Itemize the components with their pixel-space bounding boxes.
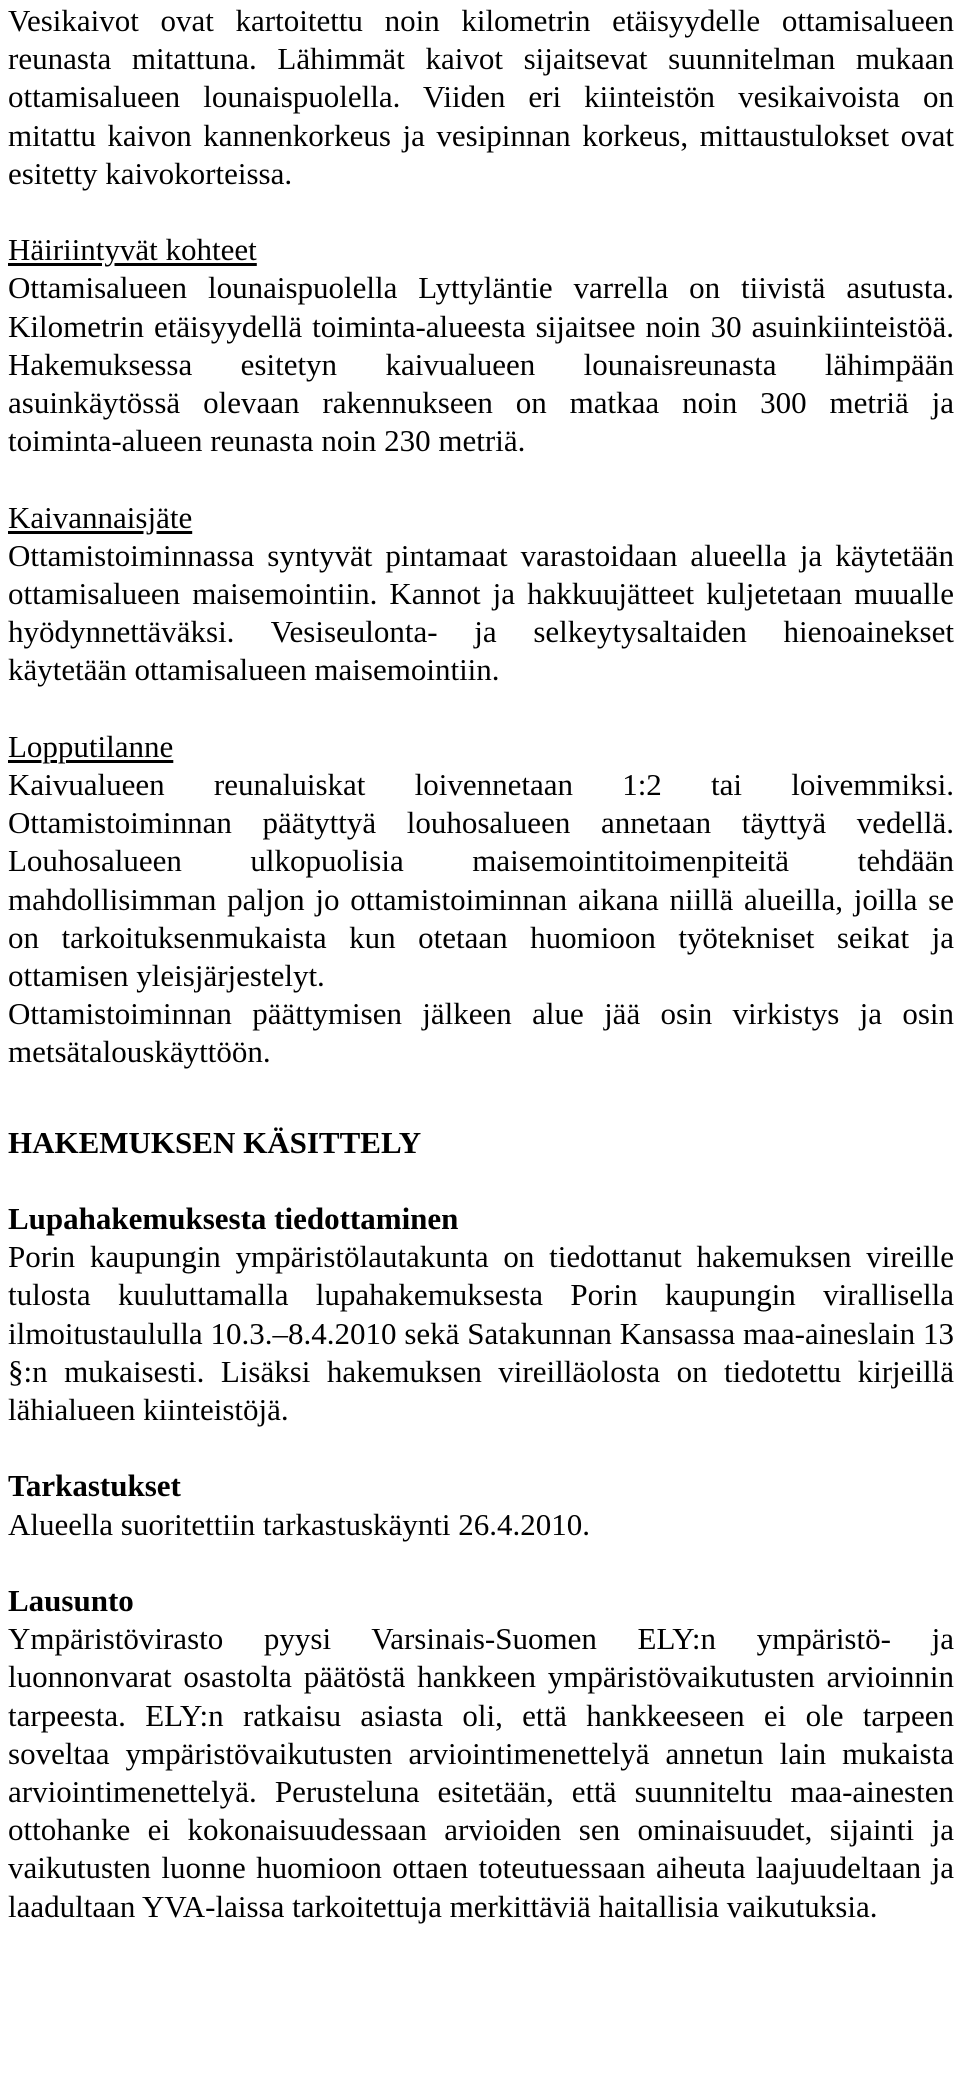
hairiintyvat-paragraph: Ottamisalueen lounaispuolella Lyttyläntie varrella on tiivistä asutusta. Kilometrin etäisyydellä toiminta-alueesta sijaitsee noin 30 asuinkiinteistöä. Hakemuksessa esitetyn kaivualueen lounaisreunasta lähimpään asuinkäytössä olevaan rakennukseen on matkaa noin 300 metriä ja toiminta-alueen reunasta noin 230 metriä. (8, 270, 954, 459)
spacer (8, 460, 954, 498)
spacer (8, 1162, 954, 1200)
tiedottaminen-paragraph: Porin kaupungin ympäristölautakunta on tiedottanut hakemuksen vireille tulosta kuuluttamalla lupahakemuksesta Porin kaupungin virallisella ilmoitustaululla 10.3.–8.4.2010 sekä Satakunnan Kansassa maa-aineslain 13 §:n mukaisesti. Lisäksi hakemuksen vireilläolosta on tiedotettu kirjeillä lähialueen kiinteistöjä. (8, 1239, 954, 1428)
spacer (8, 690, 954, 728)
heading-hairiintyvat-kohteet: Häiriintyvät kohteet (8, 232, 257, 268)
kaivannaisjate-paragraph: Ottamistoiminnassa syntyvät pintamaat varastoidaan alueella ja käytetään ottamisalueen maisemointiin. Kannot ja hakkuujätteet kuljetetaan muualle hyödynnettäväksi. Vesiseulonta- ja selkeytysaltaiden hienoainekset käytetään ottamisalueen maisemointiin. (8, 537, 954, 688)
heading-lopputilanne: Lopputilanne (8, 728, 174, 764)
document-body (8, 2, 954, 1926)
heading-kaivannaisjate: Kaivannaisjäte (8, 499, 193, 535)
spacer (8, 1072, 954, 1124)
lopputilanne-paragraph-2: Ottamistoiminnan päättymisen jälkeen alue jää osin virkistys ja osin metsätalouskäyttöön. (8, 996, 954, 1070)
heading-tarkastukset: Tarkastukset (8, 1468, 181, 1504)
spacer (8, 1429, 954, 1467)
heading-lausunto: Lausunto (8, 1583, 134, 1619)
intro-paragraph: Vesikaivot ovat kartoitettu noin kilometrin etäisyydelle ottamisalueen reunasta mitattuna. Lähimmät kaivot sijaitsevat suunnitelman mukaan ottamisalueen lounaispuolella. Viiden eri kiinteistön vesikaivoista on mitattu kaivon kannenkorkeus ja vesipinnan korkeus, mittaustulokset ovat esitetty kaivokorteissa. (8, 3, 954, 191)
spacer (8, 193, 954, 231)
section-title-hakemuksen-kasittely: HAKEMUKSEN KÄSITTELY (8, 1124, 422, 1160)
lausunto-paragraph: Ympäristövirasto pyysi Varsinais-Suomen ELY:n ympäristö- ja luonnonvarat osastolta päätöstä hankkeen ympäristövaikutusten arvioinnin tarpeesta. ELY:n ratkaisu asiasta oli, että hankkeeseen ei ole tarpeen soveltaa ympäristövaikutusten arviointimenettelyä annetun lain mukaista arviointimenettelyä. Perusteluna esitetään, että suunniteltu maa-ainesten ottohanke ei kokonaisuudessaan arvioiden sen ominaisuudet, sijainti ja vaikutusten luonne huomioon ottaen toteutuessaan aiheuta laajuudeltaan ja laadultaan YVA-laissa tarkoitettuja merkittäviä haitallisia vaikutuksia. (8, 1621, 954, 1924)
spacer (8, 1544, 954, 1582)
lopputilanne-paragraph-1: Kaivualueen reunaluiskat loivennetaan 1:2 tai loivemmiksi. Ottamistoiminnan päätyttyä louhosalueen annetaan täyttyä vedellä. Louhosalueen ulkopuolisia maisemointitoimenpiteitä tehdään mahdollisimman paljon jo ottamistoiminnan aikana niillä alueilla, joilla se on tarkoituksenmukaista kun otetaan huomioon työtekniset seikat ja ottamisen yleisjärjestelyt. (8, 767, 954, 994)
heading-lupahakemuksesta-tiedottaminen: Lupahakemuksesta tiedottaminen (8, 1201, 459, 1237)
tarkastukset-paragraph: Alueella suoritettiin tarkastuskäynti 26.4.2010. (8, 1506, 591, 1542)
